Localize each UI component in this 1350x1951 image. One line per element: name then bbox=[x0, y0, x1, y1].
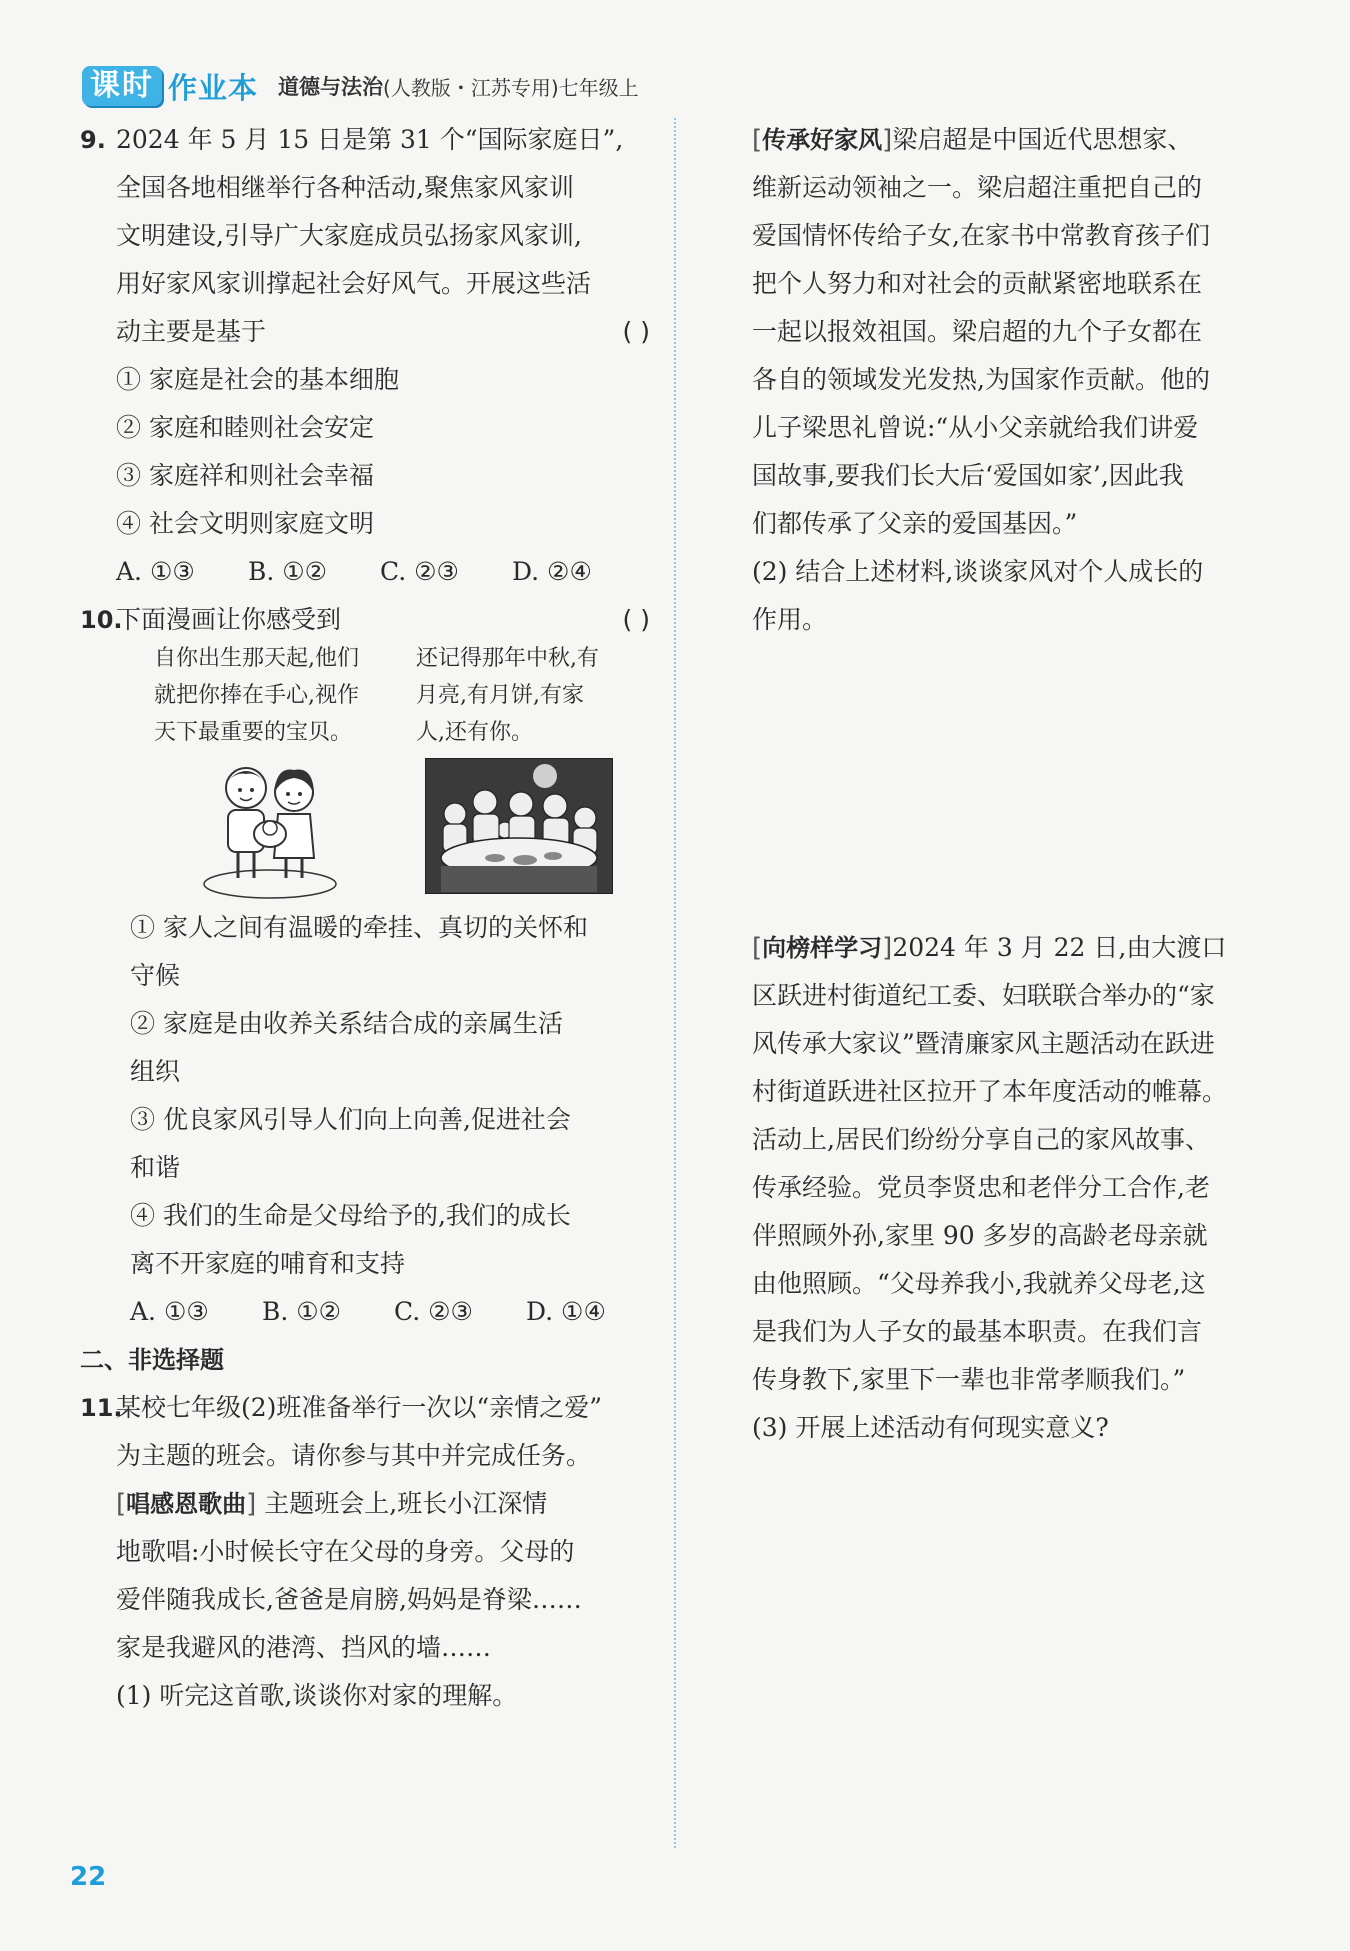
q9-item: ④ 社会文明则家庭文明 bbox=[116, 509, 374, 538]
inherit-line: 们都传承了父亲的爱国基因。” bbox=[752, 509, 1078, 538]
inherit-line: 维新运动领袖之一。梁启超注重把自己的 bbox=[752, 173, 1203, 202]
q11-sub2: 作用。 bbox=[752, 605, 828, 634]
q10-item: ② 家庭是由收养关系结合成的亲属生活 bbox=[130, 1009, 563, 1038]
q9-option-b: B. ①② bbox=[248, 557, 328, 586]
left-column-lower bbox=[80, 904, 650, 1720]
q10-item: 和谐 bbox=[130, 1153, 181, 1182]
q11-line-1: 为主题的班会。请你参与其中并完成任务。 bbox=[116, 1441, 592, 1470]
q11-sub3: (3) 开展上述活动有何现实意义? bbox=[752, 1413, 1109, 1442]
model-line: 区跃进村街道纪工委、妇联联合举办的“家 bbox=[752, 981, 1215, 1010]
comic-caption-left bbox=[154, 640, 359, 751]
caption-line: 就把你捧在手心,视作 bbox=[154, 683, 359, 708]
q9-line-2: 文明建设,引导广大家庭成员弘扬家风家训, bbox=[116, 221, 582, 250]
edition-label: (人教版・江苏专用)七年级上 bbox=[383, 75, 639, 100]
family-holding-baby-cartoon bbox=[200, 758, 340, 900]
inherit-line: 一起以报效祖国。梁启超的九个子女都在 bbox=[752, 317, 1203, 346]
q9-line-0 bbox=[80, 116, 650, 164]
model-line: 伴照顾外孙,家里 90 多岁的高龄老母亲就 bbox=[752, 1221, 1208, 1250]
section-heading: 二、非选择题 bbox=[80, 1346, 224, 1374]
model-text: 2024 年 3 月 22 日,由大渡口 bbox=[892, 933, 1227, 962]
right-column-bottom bbox=[752, 924, 1272, 1452]
q11-sub2: (2) 结合上述材料,谈谈家风对个人成长的 bbox=[752, 557, 1204, 586]
song-text: 主题班会上,班长小江深情 bbox=[256, 1489, 548, 1518]
q9-text: 2024 年 5 月 15 日是第 31 个“国际家庭日”, bbox=[116, 125, 624, 154]
inherit-tag: 传承好家风 bbox=[762, 126, 883, 154]
q11-song-line: 爱伴随我成长,爸爸是肩膀,妈妈是脊梁…… bbox=[116, 1585, 582, 1614]
q10-option-b: B. ①② bbox=[262, 1297, 342, 1326]
q10-item: 组织 bbox=[130, 1057, 181, 1086]
q10-number: 10. bbox=[80, 606, 123, 634]
inherit-line: 国故事,要我们长大后‘爱国如家’,因此我 bbox=[752, 461, 1184, 490]
song-tag: 唱感恩歌曲 bbox=[126, 1490, 247, 1518]
model-line: 是我们为人子女的最基本职责。在我们言 bbox=[752, 1317, 1203, 1346]
inherit-line: 儿子梁思礼曾说:“从小父亲就给我们讲爱 bbox=[752, 413, 1199, 442]
q10-text: 下面漫画让你感受到 bbox=[116, 605, 342, 634]
q11-song-line: 家是我避风的港湾、挡风的墙…… bbox=[116, 1633, 492, 1662]
inherit-text: 梁启超是中国近代思想家、 bbox=[892, 125, 1193, 154]
q10-item: ③ 优良家风引导人们向上向善,促进社会 bbox=[130, 1105, 571, 1134]
caption-line: 自你出生那天起,他们 bbox=[154, 646, 359, 671]
q9-option-d: D. ②④ bbox=[512, 557, 592, 586]
q11-sub1: (1) 听完这首歌,谈谈你对家的理解。 bbox=[116, 1681, 518, 1710]
logo-box: 课时 bbox=[82, 66, 162, 106]
q9-answer-paren: ( ) bbox=[622, 317, 650, 346]
bracket-close: ] bbox=[246, 1489, 257, 1519]
model-line: 由他照顾。“父母养我小,我就养父母老,这 bbox=[752, 1269, 1206, 1298]
q9-option-a: A. ①③ bbox=[116, 557, 195, 586]
model-line-0 bbox=[752, 924, 1272, 972]
logo-text: 作业本 bbox=[168, 70, 259, 105]
bracket-open: [ bbox=[116, 1489, 127, 1519]
q10-option-d: D. ①④ bbox=[526, 1297, 606, 1326]
q11-song-line-0 bbox=[80, 1480, 650, 1528]
model-line: 活动上,居民们纷纷分享自己的家风故事、 bbox=[752, 1125, 1210, 1154]
q10-option-a: A. ①③ bbox=[130, 1297, 209, 1326]
q9-line-1: 全国各地相继举行各种活动,聚焦家风家训 bbox=[116, 173, 574, 202]
model-line: 村街道跃进社区拉开了本年度活动的帷幕。 bbox=[752, 1077, 1228, 1106]
model-line: 传身教下,家里下一辈也非常孝顺我们。” bbox=[752, 1365, 1186, 1394]
q9-line-3: 用好家风家训撑起社会好风气。开展这些活 bbox=[116, 269, 592, 298]
right-column-top bbox=[752, 116, 1272, 644]
page-header bbox=[82, 64, 639, 108]
caption-line: 还记得那年中秋,有 bbox=[416, 646, 599, 671]
inherit-line-0 bbox=[752, 116, 1272, 164]
inherit-line: 各自的领域发光发热,为国家作贡献。他的 bbox=[752, 365, 1210, 394]
q11-number: 11. bbox=[80, 1394, 123, 1422]
inherit-line: 爱国情怀传给子女,在家书中常教育孩子们 bbox=[752, 221, 1210, 250]
q9-line-4 bbox=[80, 308, 650, 356]
caption-line: 天下最重要的宝贝。 bbox=[154, 720, 353, 745]
q9-number: 9. bbox=[80, 126, 106, 154]
q10-options bbox=[80, 1288, 650, 1336]
q11-line-0 bbox=[80, 1384, 650, 1432]
page-number: 22 bbox=[70, 1862, 107, 1892]
q11-song-line: 地歌唱:小时候长守在父母的身旁。父母的 bbox=[116, 1537, 575, 1566]
inherit-line: 把个人努力和对社会的贡献紧密地联系在 bbox=[752, 269, 1203, 298]
bracket-open: [ bbox=[752, 125, 763, 155]
q10-item: 离不开家庭的哺育和支持 bbox=[130, 1249, 406, 1278]
q9-stem-end: 动主要是基于 bbox=[116, 317, 267, 346]
comic-caption-right bbox=[416, 640, 599, 751]
q9-option-c: C. ②③ bbox=[380, 557, 459, 586]
q10-option-c: C. ②③ bbox=[394, 1297, 473, 1326]
q9-item: ③ 家庭祥和则社会幸福 bbox=[116, 461, 374, 490]
subject-title: 道德与法治 bbox=[278, 75, 384, 99]
q9-item: ① 家庭是社会的基本细胞 bbox=[116, 365, 399, 394]
caption-line: 人,还有你。 bbox=[416, 720, 533, 745]
q10-item: ④ 我们的生命是父母给予的,我们的成长 bbox=[130, 1201, 571, 1230]
bracket-open: [ bbox=[752, 933, 763, 963]
mid-autumn-family-dinner-cartoon bbox=[425, 758, 613, 894]
caption-line: 月亮,有月饼,有家 bbox=[416, 683, 584, 708]
model-tag: 向榜样学习 bbox=[762, 934, 883, 962]
q9-item: ② 家庭和睦则社会安定 bbox=[116, 413, 374, 442]
model-line: 风传承大家议”暨清廉家风主题活动在跃进 bbox=[752, 1029, 1215, 1058]
q10-stem bbox=[80, 596, 650, 644]
column-divider bbox=[674, 118, 676, 1848]
q9-options bbox=[80, 548, 650, 596]
model-line: 传承经验。党员李贤忠和老伴分工合作,老 bbox=[752, 1173, 1210, 1202]
bracket-close: ] bbox=[882, 933, 893, 963]
q10-item: ① 家人之间有温暖的牵挂、真切的关怀和 bbox=[130, 913, 588, 942]
q11-text: 某校七年级(2)班准备举行一次以“亲情之爱” bbox=[116, 1393, 602, 1422]
q10-item: 守候 bbox=[130, 961, 181, 990]
left-column bbox=[80, 116, 650, 644]
bracket-close: ] bbox=[882, 125, 893, 155]
q10-answer-paren: ( ) bbox=[622, 605, 650, 634]
